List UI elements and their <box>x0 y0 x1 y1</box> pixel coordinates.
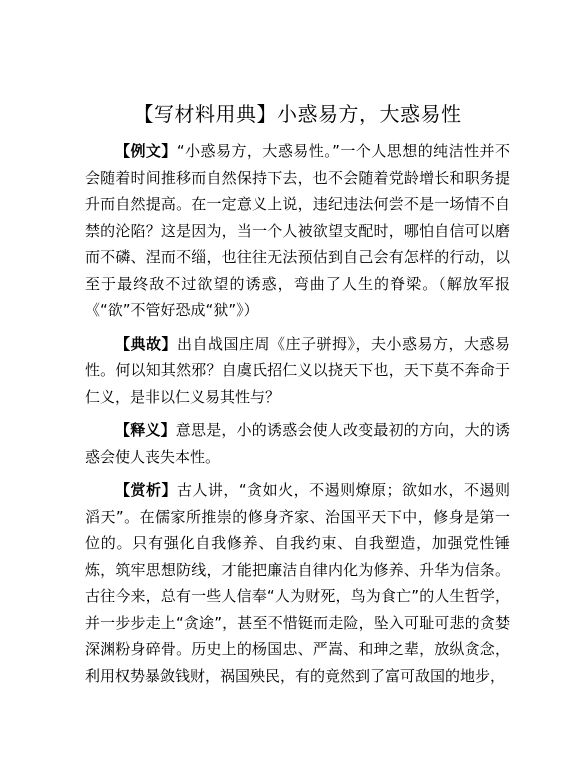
example-text: “小惑易方，大惑易性。”一个人思想的纯洁性并不会随着时间推移而自然保持下去，也不会随着党龄增长和职务提升而自然提高。在一定意义上说，违纪违法何尝不是一场情不自禁的沦陷？这是因为，当一个人被欲望支配时，哪怕自信可以磨而不磷、涅而不缁，也往往无法预估到自己会有怎样的行动，以至于最终敌不过欲望的诱惑，弯曲了人生的脊梁。（解放军报《“欲”不管好恐成“狱”》） <box>85 142 510 319</box>
example-paragraph <box>85 138 510 324</box>
appreciation-text: 古人讲，“贪如火，不遏则燎原；欲如水，不遏则滔天”。在儒家所推崇的修身齐家、治国平天下中，修身是第一位的。只有强化自我修养、自我约束、自我塑造，加强党性锤炼，筑牢思想防线，才能把廉洁自律内化为修养、升华为信条。古往今来，总有一些人信奉“人为财死，鸟为食亡”的人生哲学，并一步步走上“贪途”，甚至不惜铤而走险，坠入可耻可悲的贪婪深渊粉身碎骨。历史上的杨国忠、严嵩、和珅之辈，放纵贪念，利用权势暴敛钱财，祸国殃民，有的竟然到了富可敌国的地步， <box>85 481 510 685</box>
origin-label: 【典故】 <box>115 334 177 353</box>
meaning-paragraph <box>85 417 510 470</box>
appreciation-paragraph <box>85 477 510 689</box>
appreciation-label: 【赏析】 <box>115 481 177 499</box>
example-label: 【例文】 <box>115 142 177 160</box>
meaning-label: 【释义】 <box>115 421 176 439</box>
origin-paragraph <box>85 331 510 411</box>
document-title: 【写材料用典】小惑易方，大惑易性 <box>133 102 462 126</box>
meaning-text: 意思是，小的诱惑会使人改变最初的方向，大的诱惑会使人丧失本性。 <box>85 421 510 466</box>
origin-text: 出自战国庄周《庄子骈拇》，夫小惑易方，大惑易性。何以知其然邪？自虞氏招仁义以挠天下也，天下莫不奔命于仁义，是非以仁义易其性与？ <box>85 334 510 406</box>
